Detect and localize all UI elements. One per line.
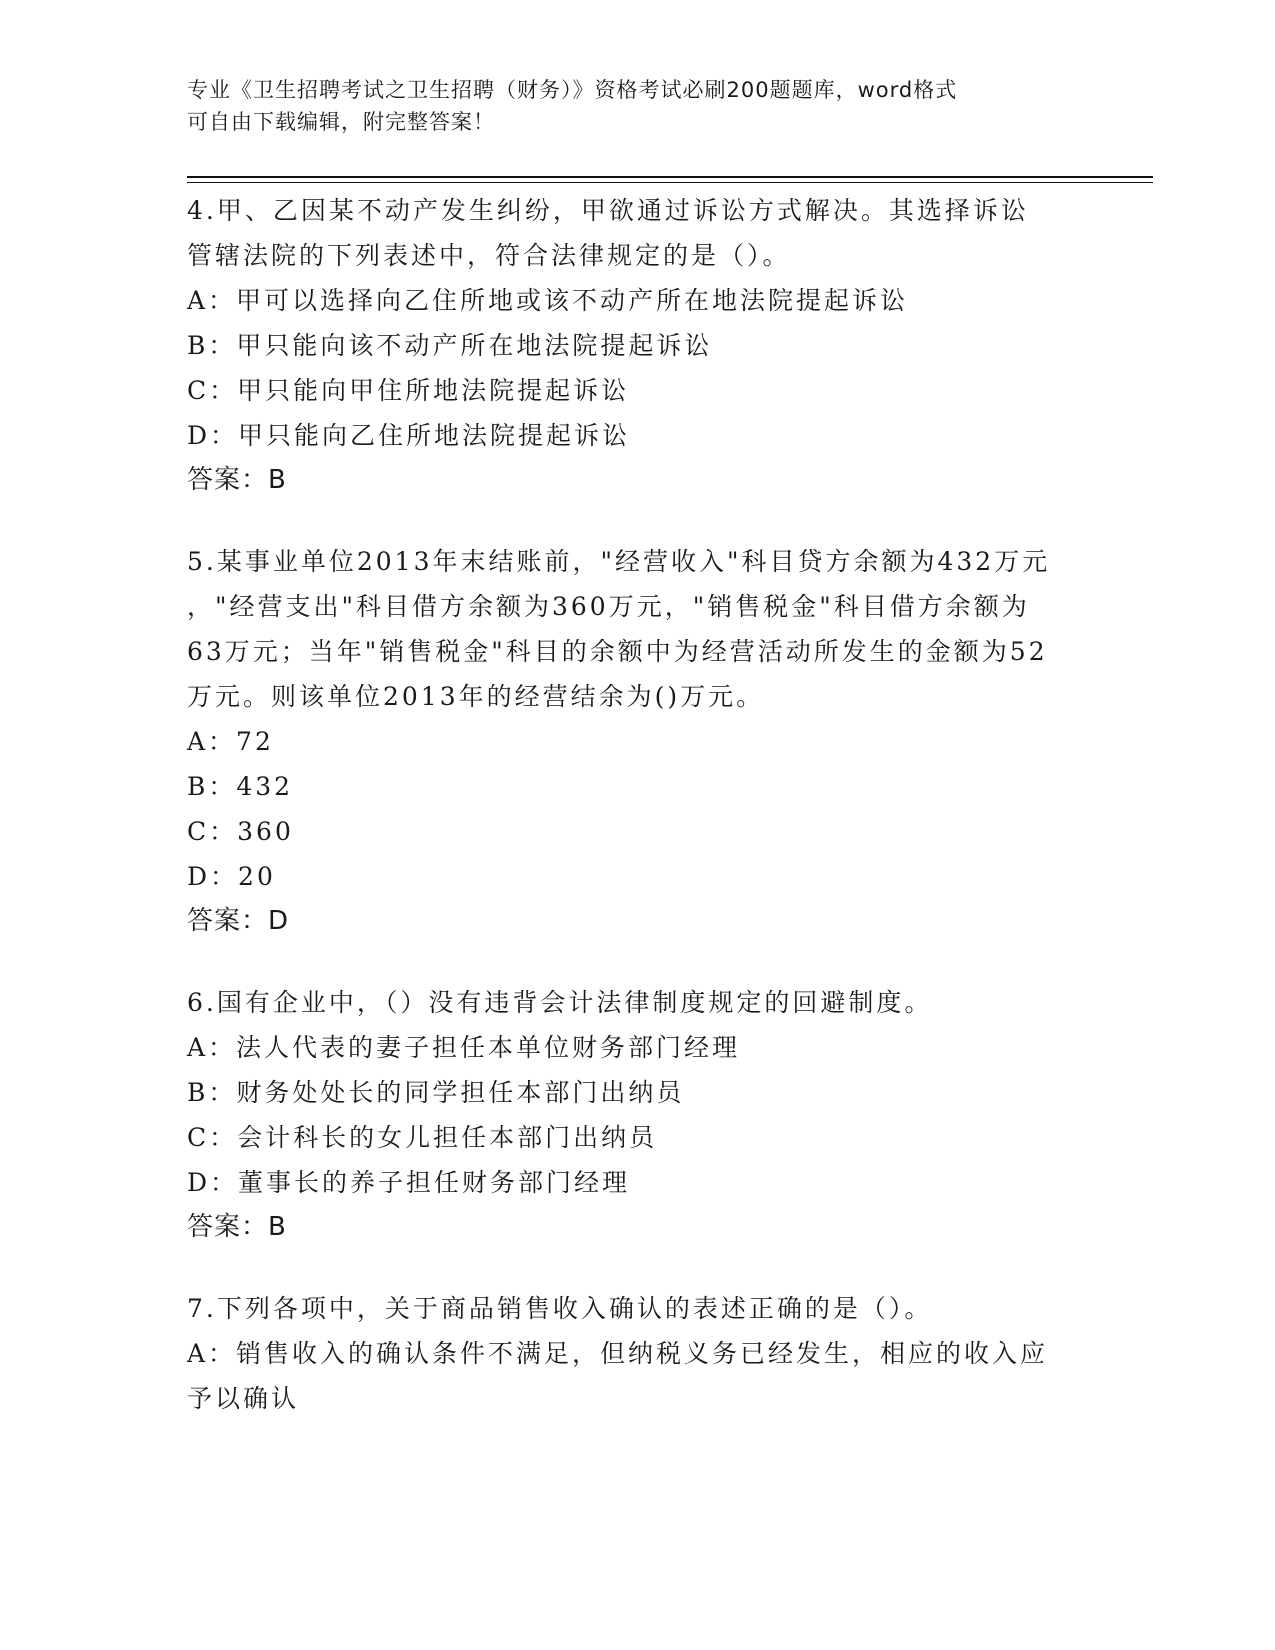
question-stem-line: 5.某事业单位2013年末结账前，"经营收入"科目贷方余额为432万元 [187,547,1051,576]
answer-option: B：财务处处长的同学担任本部门出纳员 [187,1078,685,1107]
question-block [187,539,1087,944]
answer-option: 予以确认 [187,1384,300,1413]
question-block [187,980,1087,1250]
answer-option: C：360 [187,817,294,846]
answer-key: 答案：B [187,1212,287,1242]
header-line: 可自由下载编辑，附完整答案！ [187,110,495,134]
answer-option: C：会计科长的女儿担任本部门出纳员 [187,1123,658,1152]
answer-option: A：甲可以选择向乙住所地或该不动产所在地法院提起诉讼 [187,286,909,315]
question-list [187,188,1087,1457]
answer-option: A：法人代表的妻子担任本单位财务部门经理 [187,1033,741,1062]
question-stem-line: 管辖法院的下列表述中，符合法律规定的是（）。 [187,241,791,270]
answer-key: 答案：D [187,906,290,936]
header-divider-thin [187,182,1153,183]
answer-option: D：甲只能向乙住所地法院提起诉讼 [187,421,631,450]
answer-option: A：销售收入的确认条件不满足，但纳税义务已经发生，相应的收入应 [187,1339,1049,1368]
question-stem-line: 万元。则该单位2013年的经营结余为()万元。 [187,682,765,711]
answer-option: C：甲只能向甲住所地法院提起诉讼 [187,376,630,405]
question-block [187,188,1087,503]
question-stem-line: 63万元；当年"销售税金"科目的余额中为经营活动所发生的金额为52 [187,637,1048,666]
question-stem-line: 7.下列各项中，关于商品销售收入确认的表述正确的是（）。 [187,1294,933,1323]
question-stem-line: 4.甲、乙因某不动产发生纠纷，甲欲通过诉讼方式解决。其选择诉讼 [187,196,1029,225]
header-line: 专业《卫生招聘考试之卫生招聘（财务）》资格考试必刷200题题库，word格式 [187,78,958,102]
answer-option: B：432 [187,772,294,801]
answer-option: B：甲只能向该不动产所在地法院提起诉讼 [187,331,713,360]
answer-option: D：董事长的养子担任财务部门经理 [187,1168,631,1197]
document-header [187,74,1067,138]
answer-option: A：72 [187,727,274,756]
question-block [187,1286,1087,1421]
header-divider-thick [187,176,1153,178]
question-stem-line: ，"经营支出"科目借方余额为360万元，"销售税金"科目借方余额为 [187,592,1030,621]
answer-key: 答案：B [187,465,287,495]
question-stem-line: 6.国有企业中，（）没有违背会计法律制度规定的回避制度。 [187,988,933,1017]
answer-option: D：20 [187,862,276,891]
